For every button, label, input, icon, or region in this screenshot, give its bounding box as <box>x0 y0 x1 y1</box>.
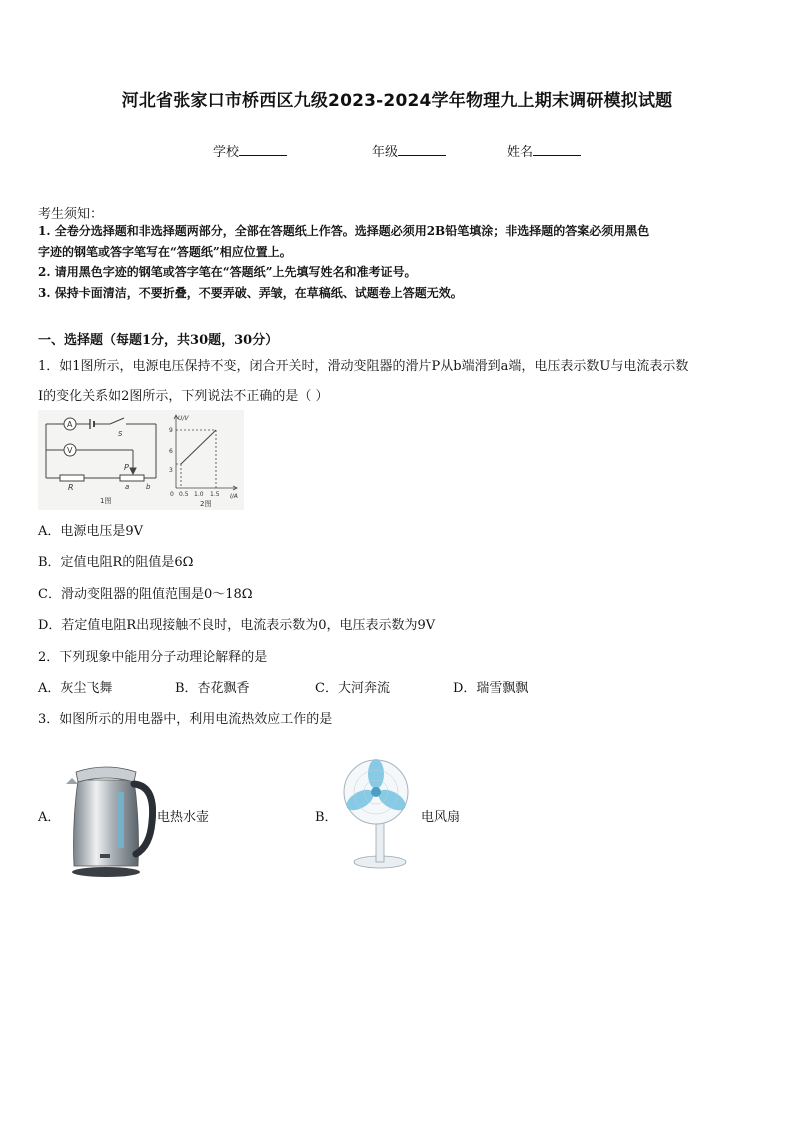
school-label: 学校 <box>213 145 240 160</box>
name-field[interactable] <box>507 141 581 160</box>
x-tick: 1.0 <box>194 491 204 498</box>
voltmeter-label: V <box>67 446 73 455</box>
end-a-label: a <box>125 483 130 491</box>
q3-option-b-label[interactable]: 电风扇 <box>421 810 461 825</box>
grade-label: 年级 <box>372 145 399 160</box>
notice-item: 1. 全卷分选择题和非选择题两部分，全部在答题纸上作答。选择题必须用2B铅笔填涂；非选择题的答案必须用黑色 <box>38 224 650 238</box>
grade-blank[interactable] <box>398 143 446 156</box>
notice-item: 3. 保持卡面清洁，不要折叠，不要弄破、弄皱，在草稿纸、试题卷上答题无效。 <box>38 285 463 300</box>
ammeter-label: A <box>67 420 73 429</box>
kettle-water-window <box>118 792 124 848</box>
y-tick: 6 <box>169 448 173 455</box>
q1-option-d[interactable]: D．若定值电阻R出现接触不良时，电流表示数为0，电压表示数为9V <box>38 618 436 633</box>
x-axis-label: I/A <box>230 493 238 500</box>
kettle-logo <box>100 854 110 858</box>
q2-option-d[interactable]: D．瑞雪飘飘 <box>453 681 529 696</box>
grade-field[interactable] <box>372 141 446 160</box>
name-blank[interactable] <box>533 143 581 156</box>
switch-label: S <box>118 430 123 438</box>
q1-stem-line1: 1．如1图所示，电源电压保持不变，闭合开关时，滑动变阻器的滑片P从b端滑到a端，电压表示数U与电流表示数 <box>38 359 689 374</box>
kettle-body <box>74 780 139 866</box>
q2-option-a[interactable]: A．灰尘飞舞 <box>38 681 113 696</box>
notice-item: 2. 请用黑色字迹的钢笔或答字笔在“答题纸”上先填写姓名和准考证号。 <box>38 265 417 279</box>
q1-option-a[interactable]: A．电源电压是9V <box>38 524 144 539</box>
q2-stem: 2．下列现象中能用分子动理论解释的是 <box>38 650 268 665</box>
section-heading: 一、选择题（每题1分，共30题，30分） <box>38 333 279 348</box>
fan-hub <box>371 787 381 797</box>
page-title: 河北省张家口市桥西区九级2023-2024学年物理九上期末调研模拟试题 <box>121 91 673 111</box>
fig2-caption: 2图 <box>200 500 212 508</box>
notice-list <box>38 221 768 303</box>
notice-item: 字迹的钢笔或答字笔写在“答题纸”相应位置上。 <box>38 244 292 259</box>
fan-pole <box>376 818 384 862</box>
q1-option-b[interactable]: B．定值电阻R的阻值是6Ω <box>38 555 194 570</box>
x-tick: 1.5 <box>210 491 220 498</box>
x-tick: 0 <box>170 491 174 498</box>
q1-stem-line2: I的变化关系如2图所示，下列说法不正确的是（ ） <box>38 389 329 404</box>
y-axis-label: U/V <box>178 415 189 422</box>
q2-option-b[interactable]: B．杏花飘香 <box>175 681 250 696</box>
notice-heading: 考生须知： <box>38 207 104 222</box>
kettle-image[interactable] <box>64 762 156 880</box>
q3-stem: 3．如图所示的用电器中，利用电流热效应工作的是 <box>38 712 333 727</box>
kettle-base <box>72 867 140 877</box>
q1-figure <box>38 410 244 510</box>
school-blank[interactable] <box>239 143 287 156</box>
q2-option-c[interactable]: C．大河奔流 <box>315 681 390 696</box>
q3-option-a-letter[interactable]: A． <box>38 810 61 825</box>
y-tick: 3 <box>169 467 173 474</box>
school-field[interactable] <box>213 141 287 160</box>
fig1-caption: 1图 <box>100 497 112 505</box>
slider-label: P <box>124 463 129 472</box>
resistor-label: R <box>68 483 74 492</box>
name-label: 姓名 <box>507 145 534 160</box>
q1-option-c[interactable]: C．滑动变阻器的阻值范围是0～18Ω <box>38 587 253 602</box>
y-tick: 9 <box>169 427 173 434</box>
end-b-label: b <box>146 483 151 491</box>
fan-image[interactable] <box>340 758 414 872</box>
kettle-spout <box>66 778 78 784</box>
q3-option-a-label[interactable]: 电热水壶 <box>157 810 210 825</box>
q3-option-b-letter[interactable]: B． <box>315 810 338 825</box>
x-tick: 0.5 <box>179 491 189 498</box>
